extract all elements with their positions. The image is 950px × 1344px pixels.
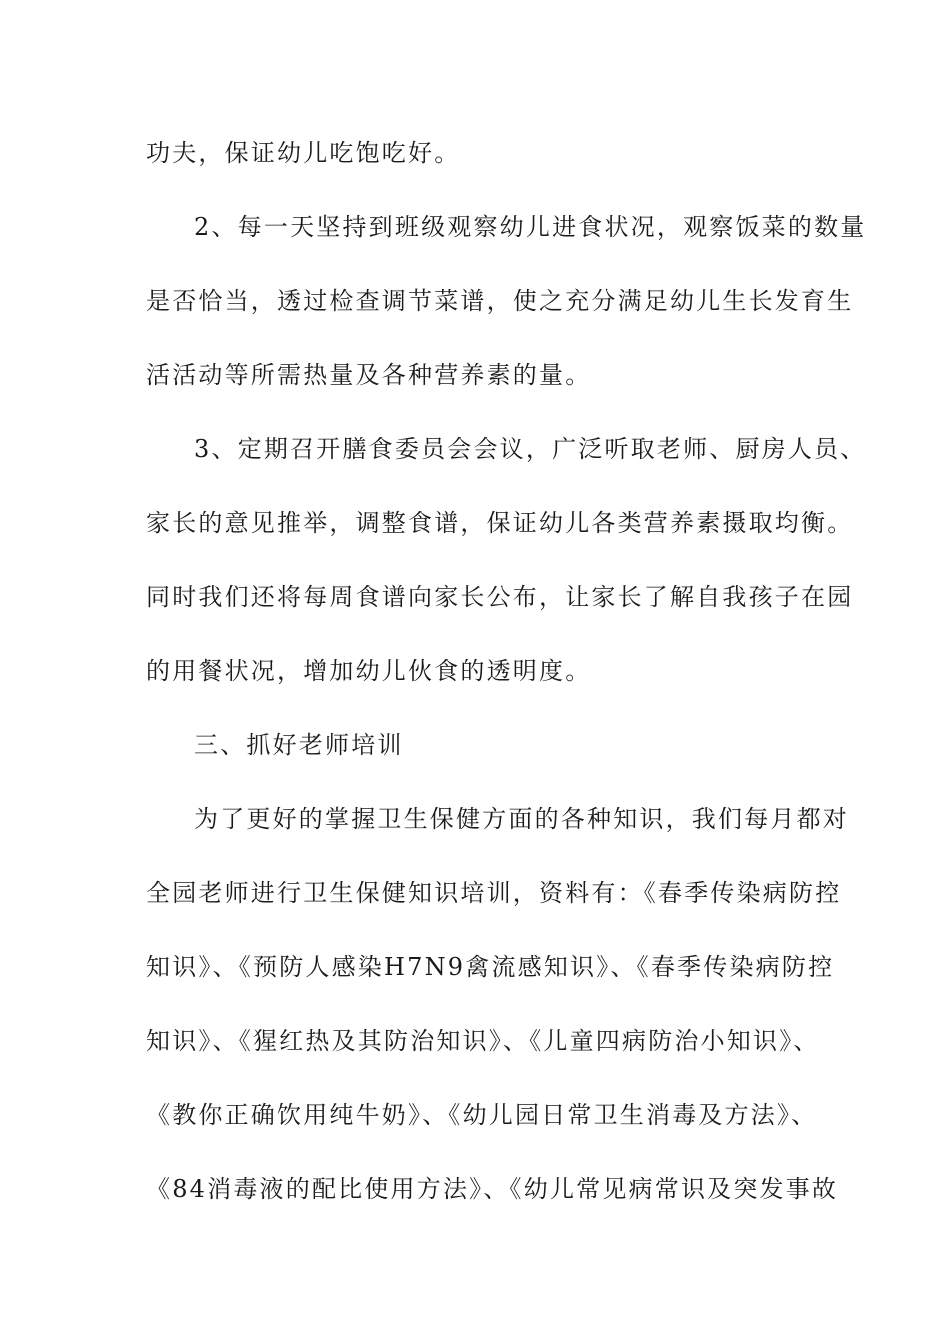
text-line: 《84消毒液的配比使用方法》、《幼儿常见病常识及突发事故	[146, 1175, 839, 1203]
text-line: 活活动等所需热量及各种营养素的量。	[146, 361, 592, 389]
section-heading: 三、抓好老师培训	[194, 731, 404, 759]
text-line: 功夫，保证幼儿吃饱吃好。	[146, 139, 461, 167]
text-line: 《教你正确饮用纯牛奶》、《幼儿园日常卫生消毒及方法》、	[146, 1101, 818, 1129]
paragraph-2-start: 2、每一天坚持到班级观察幼儿进食状况，观察饭菜的数量	[194, 213, 867, 241]
text-line: 家长的意见推举，调整食谱，保证幼儿各类营养素摄取均衡。	[146, 509, 854, 537]
paragraph-3-start: 3、定期召开膳食委员会会议，广泛听取老师、厨房人员、	[194, 435, 867, 463]
text-line: 同时我们还将每周食谱向家长公布，让家长了解自我孩子在园	[146, 583, 854, 611]
text-line: 全园老师进行卫生保健知识培训，资料有：《春季传染病防控	[146, 879, 842, 907]
paragraph-training-start: 为了更好的掌握卫生保健方面的各种知识，我们每月都对	[194, 805, 849, 833]
text-line: 知识》、《预防人感染H7N9禽流感知识》、《春季传染病防控	[146, 953, 835, 981]
text-line: 知识》、《猩红热及其防治知识》、《儿童四病防治小知识》、	[146, 1027, 820, 1055]
text-line: 的用餐状况，增加幼儿伙食的透明度。	[146, 657, 592, 685]
text-line: 是否恰当，透过检查调节菜谱，使之充分满足幼儿生长发育生	[146, 287, 854, 315]
